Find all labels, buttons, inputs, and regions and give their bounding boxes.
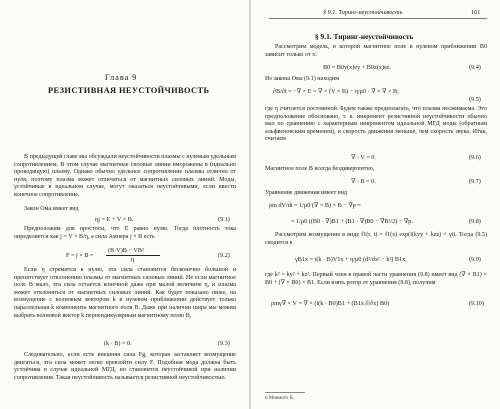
paragraph-model: Рассмотрим модель, в которой магнитное поле в нулевом приближении B0 зависит только от x: [265, 44, 487, 58]
equation-9-8-line-2: = 1/μ0 ((B0 · ∇)B1 + (B1 · ∇)B0 − ∇B²/2) − ∇p. [291, 218, 413, 225]
paragraph-incompressible: где η считается постоянной. Будем также предполагать, что плазма несжимаема. Это предположение обосновано, т. к. инкремент резистивной неустойчивости обычно мал по сравнению с характерным инкрементом идеальной МГД моды (обратным альфвеновским временем), и скорость движения меньше, чем скорость звука. Итак, считаем [265, 106, 487, 143]
paragraph-resistive-instability: Следовательно, если есть внешняя сила Fg, которая заставляет возмущение двигаться, эта сила может легко превзойти силу F. Подобная мода должна быть устойчива в случае идеальной МГД, но становится неустойчивой при наличии сопротивления. Такая неустойчивость называется резистивной неустойчивостью. [14, 352, 236, 381]
right-page [251, 0, 500, 409]
ohm-intro: Закон Ома имеет вид [24, 206, 79, 212]
paragraph-equation-of-motion: Уравнение движения имеет вид [265, 190, 347, 196]
equation-9-10-number: (9.10) [469, 300, 484, 307]
intro-paragraph: В предыдущей главе мы обсуждали неустойчивости плазмы с нулевым удельным сопротивлением. В этом случае магнитные силовые линии вморожены в (идеально проводящую) плазму. Однако обычно удельное сопротивление плазмы отлично от нуля, поэтому плазма может отличаться от магнитных силовых линий. Моды, устойчивые в идеальном случае, могут оказаться неустойчивыми, если ввести конечное сопротивление. [14, 154, 236, 198]
equation-9-2-number: (9.2) [218, 252, 230, 259]
paragraph-curl: где k² = ky² + kz². Первый член в правой части уравнения (9.8) имеет вид (∇ × B1) × B0 + (∇ × B0) × B1. Если взять ротор от уравнения (9.8), получим [265, 272, 487, 286]
equation-9-7-number: (9.7) [469, 178, 481, 185]
page-number: 161 [471, 9, 481, 16]
equation-9-10: ρmγ∇ × V = ∇ × (i(k · B0)B1 + (B1x ∂/∂x) B0) [271, 300, 390, 307]
equation-9-8-line-1: ρm dV/dt = 1/μ0 (∇ × B) × B − ∇p = [269, 202, 361, 209]
equation-9-8-number: (9.8) [469, 218, 481, 225]
equation-9-6-number: (9.6) [469, 154, 481, 161]
chapter-title: РЕЗИСТИВНАЯ НЕУСТОЙЧИВОСТЬ [48, 86, 210, 95]
running-header: § 9.1. Тиринг-неустойчивость [323, 9, 403, 16]
section-title: § 9.1. Тиринг-неустойчивость [315, 32, 414, 41]
paragraph-perturbation: Рассмотрим возмущение в виде f1(r, t) = f1(x) exp(i(kyy + kzz) + γt). Тогда (9.5) сводится к [265, 232, 487, 246]
page-footer: 6 Миямото К. [265, 396, 295, 401]
equation-9-4-number: (9.4) [469, 64, 481, 71]
left-page [0, 0, 249, 409]
equation-9-3: (k · B) = 0. [104, 340, 132, 347]
paragraph-force-analysis: Если η стремится к нулю, эта сила становится бесконечно большой и препятствует отклонению плазмы от магнитных силовых линий. Не если магнитное поле B мало, эта сила остается конечной даже при малой величине η, и плазма может отклоняться от магнитных силовых линий. Как будет показано ниже, на возмущение с волновым вектором k в нулевом приближении действует только параллельная k компонента магнитного поля B. Даже при наличии шира мы можем выбрать волновой вектор k перпендикулярным магнитному полю B, [14, 267, 236, 319]
equation-9-7: ∇ · B = 0. [351, 178, 376, 185]
paragraph-ohm-law: Из закона Ома (9.1) находим [265, 76, 340, 82]
header-rule [269, 18, 487, 19]
equation-9-2-lhs: F = j × B = [66, 252, 94, 259]
equation-9-5-number: (9.5) [469, 96, 481, 103]
equation-9-1: ηj = E + V × B. [95, 216, 134, 223]
footer-rule [265, 392, 305, 393]
chapter-label: Глава 9 [105, 73, 138, 82]
paragraph-divergence-free: Магнитное поле B всегда бездивергентно, [265, 166, 375, 172]
equation-9-6: ∇ · V = 0. [351, 154, 376, 161]
equation-9-2-numerator: (B·V)B − VB² [108, 247, 144, 254]
equation-9-2-denominator: η [131, 256, 135, 263]
equation-9-3-number: (9.3) [218, 340, 230, 347]
equation-9-1-number: (9.1) [218, 216, 230, 223]
paragraph-current-density: Предположим для простоты, что E равно нулю. Тогда плотность тока определяется как j = V × B/η, а сила Ампера j × B есть [14, 226, 236, 240]
equation-9-9-number: (9.9) [469, 256, 481, 263]
equation-9-4: B0 = B0y(x)ey + B0z(x)ez. [323, 64, 391, 71]
equation-9-5: ∂B/∂t = −∇ × E = ∇ × (V × B) − η/μ0 · ∇ × ∇ × B; [273, 88, 399, 95]
equation-9-9: γB1x = i(k · B)V1x + η/μ0 (d²/dx² − k²) B1x, [295, 256, 407, 263]
